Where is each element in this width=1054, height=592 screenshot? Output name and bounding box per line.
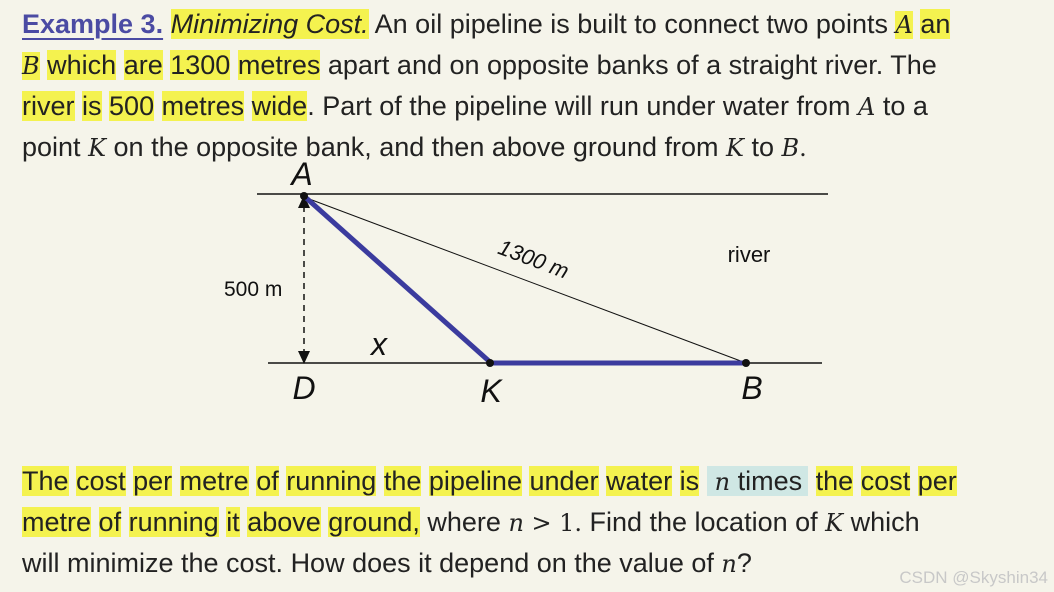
n-times-highlight (707, 466, 809, 496)
label-d: D (292, 370, 316, 406)
q-word: it (226, 507, 240, 537)
q-word: per (917, 466, 957, 496)
word-to: to (751, 132, 774, 162)
river-label: river (727, 242, 771, 267)
word-point: point (22, 132, 81, 162)
word-metres: metres (237, 50, 321, 80)
intro-text-5: on the opposite bank, and then above ground from (113, 132, 719, 162)
point-a-dot (300, 192, 308, 200)
q-word: is (679, 466, 700, 496)
width-label: 500 m (224, 278, 283, 301)
q-word: the (815, 466, 854, 496)
arrow-down-head (298, 351, 310, 364)
q-word: The (22, 466, 69, 496)
example-title: Minimizing Cost. (170, 9, 369, 39)
q-text: where (427, 507, 501, 537)
point-a-ref: A (895, 11, 913, 39)
word-river: river (22, 91, 75, 121)
word-is: is (82, 91, 102, 121)
question-mark: ? (736, 548, 752, 578)
point-b-ref: B (22, 52, 40, 80)
q-text-4: will minimize the cost. How does it depend on the value of (22, 548, 714, 578)
watermark: CSDN @Skyshin34 (899, 568, 1048, 587)
q-word: metre (179, 466, 249, 496)
word-and: an (920, 9, 951, 39)
var-n-3: n (721, 550, 737, 578)
word-metres-2: metres (161, 91, 245, 121)
word-are: are (123, 50, 163, 80)
label-a: A (291, 156, 313, 192)
q-word: under (529, 466, 599, 496)
width-value: 500 (109, 91, 155, 121)
point-k-ref: K (88, 134, 107, 162)
intro-text: An oil pipeline is built to connect two points (374, 9, 888, 39)
pipeline-underwater (304, 196, 490, 362)
point-b-ref-2: B (781, 134, 800, 162)
var-n-2: n (508, 509, 524, 537)
q-word: per (133, 466, 173, 496)
q-word: running (128, 507, 219, 537)
word-which: which (47, 50, 117, 80)
label-k: K (480, 373, 502, 409)
q-word: metre (22, 507, 92, 537)
q-text-2: Find the location of (589, 507, 818, 537)
q-text-3: which (850, 507, 920, 537)
point-k-ref-3: K (825, 509, 844, 537)
hypotenuse-label: 1300 m (494, 234, 573, 284)
q-word: of (98, 507, 122, 537)
intro-text-2: apart and on opposite banks of a straight river. The (327, 50, 937, 80)
period: . (799, 134, 807, 162)
word-wide: wide (251, 91, 308, 121)
one-value: 1. (559, 509, 582, 537)
q-word: running (286, 466, 377, 496)
gt-symbol: > (531, 509, 552, 537)
label-b: B (741, 370, 763, 406)
question-statement (22, 461, 957, 584)
var-n: n (714, 468, 731, 496)
distance-value: 1300 (170, 50, 231, 80)
intro-text-3: . Part of the pipeline will run under water from (307, 91, 851, 121)
point-b-dot (742, 359, 750, 367)
word-to-a: to a (882, 91, 928, 121)
q-word: cost (860, 466, 911, 496)
example-label: Example 3. (22, 9, 164, 39)
point-k-ref-2: K (726, 134, 744, 162)
point-k-dot (486, 359, 494, 367)
q-word: times (737, 466, 803, 496)
x-label: x (371, 326, 387, 362)
point-a-ref-2: A (857, 93, 876, 121)
q-word: cost (76, 466, 126, 496)
q-word: of (256, 466, 279, 496)
q-word: water (606, 466, 673, 496)
q-word: the (383, 466, 422, 496)
q-word: above (247, 507, 321, 537)
q-word: ground, (328, 507, 420, 537)
q-word: pipeline (428, 466, 522, 496)
